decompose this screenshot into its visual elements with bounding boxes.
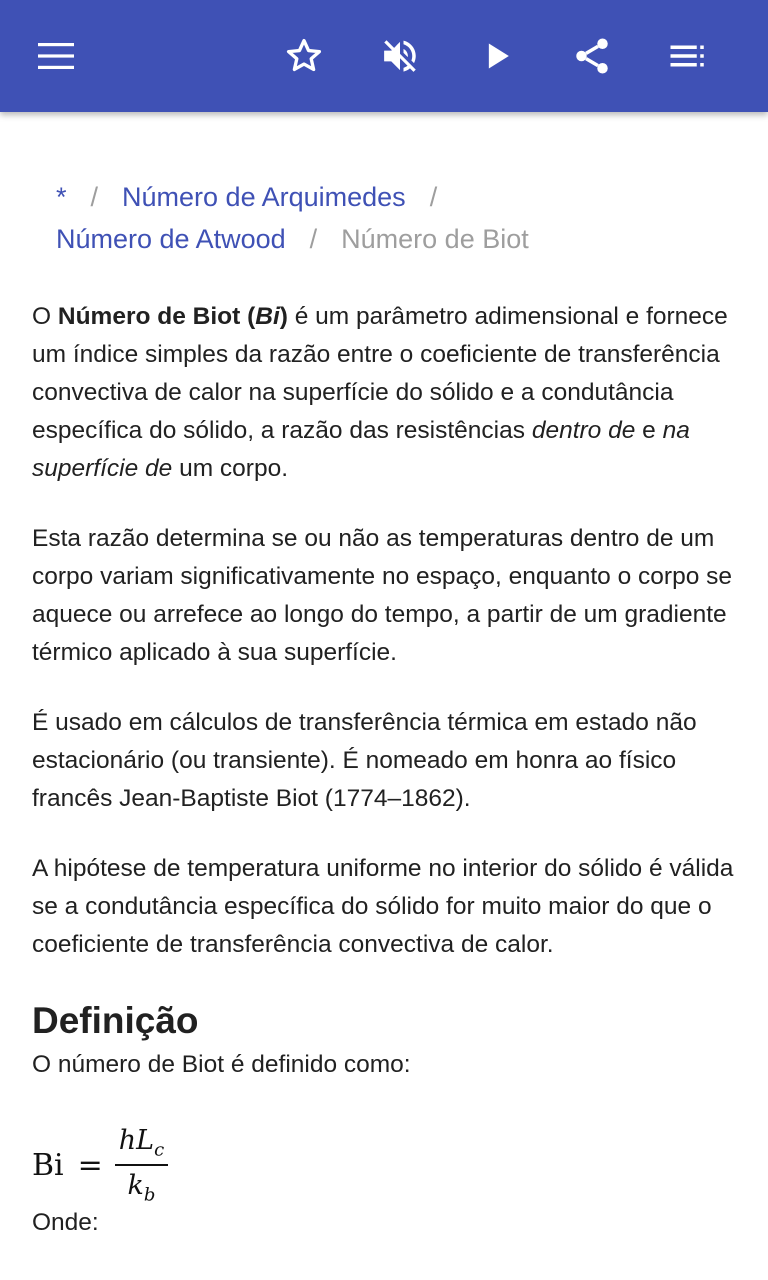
play-button[interactable]: [468, 26, 528, 86]
menu-button[interactable]: [26, 26, 86, 86]
breadcrumb-separator: /: [90, 182, 99, 212]
section-title: Definição: [32, 1000, 199, 1041]
breadcrumb-separator: /: [429, 182, 438, 212]
app-toolbar: [0, 0, 768, 112]
breadcrumb-separator: /: [309, 224, 318, 254]
playlist-icon: [667, 35, 709, 77]
favorite-button[interactable]: [274, 26, 334, 86]
italic-text: na superfície de: [32, 417, 690, 482]
text: e: [635, 417, 663, 444]
formula-fraction: [115, 1125, 168, 1206]
share-button[interactable]: [562, 26, 622, 86]
numerator-base: hL: [118, 1124, 155, 1156]
section-intro: O número de Biot é definido como:: [32, 1051, 411, 1078]
text: é um parâmetro adimensional e fornece um índice simples da razão entre o coeficiente de transferência convectiva de calor na superfície do sólido e a condutância específica do sólido, a razão das resistências: [32, 303, 728, 444]
mute-button[interactable]: [370, 26, 430, 86]
breadcrumb-item-atwood[interactable]: Número de Atwood: [56, 224, 286, 254]
volume-off-icon: [379, 35, 421, 77]
formula-equals: =: [77, 1147, 103, 1183]
biot-formula: [32, 1124, 168, 1206]
breadcrumb-item-current: Número de Biot: [341, 224, 529, 254]
paragraph-2: Esta razão determina se ou não as temperaturas dentro de um corpo variam significativamente no espaço, enquanto o corpo se aquece ou arrefece ao longo do tempo, a partir de um gradiente térmico aplicado à sua superfície.: [32, 525, 733, 666]
paragraph-3: É usado em cálculos de transferência térmica em estado não estacionário (ou transiente). É nomeado em honra ao físico francês Jean-Baptiste Biot (1774–1862).: [32, 709, 697, 812]
play-icon: [478, 36, 518, 76]
denominator-base: k: [127, 1170, 144, 1201]
text: um corpo.: [172, 455, 289, 482]
italic-text: dentro de: [531, 417, 636, 444]
article-body: [32, 298, 736, 1084]
breadcrumb-item-home[interactable]: *: [56, 182, 67, 212]
after-formula-text: Onde:: [32, 1209, 99, 1236]
term-bold: Número de Biot (: [57, 303, 256, 330]
star-outline-icon: [283, 35, 325, 77]
breadcrumb-item-arquimedes[interactable]: Número de Arquimedes: [122, 182, 406, 212]
text: O: [32, 303, 58, 330]
contents-button[interactable]: [658, 26, 718, 86]
denominator-subscript: b: [143, 1184, 156, 1206]
share-icon: [571, 35, 613, 77]
menu-icon: [36, 42, 76, 70]
term-bold-close: ): [279, 303, 288, 330]
formula-denominator: [128, 1166, 156, 1205]
paragraph-4: A hipótese de temperatura uniforme no interior do sólido é válida se a condutância específica do sólido for muito maior do que o coeficiente de transferência convectiva de calor.: [32, 855, 734, 958]
breadcrumb: [56, 176, 736, 260]
formula-lhs: Bi: [32, 1147, 64, 1183]
term-symbol: Bi: [255, 303, 280, 330]
paragraph-intro: [32, 298, 736, 488]
formula-numerator: [115, 1125, 168, 1166]
numerator-subscript: c: [154, 1139, 165, 1160]
